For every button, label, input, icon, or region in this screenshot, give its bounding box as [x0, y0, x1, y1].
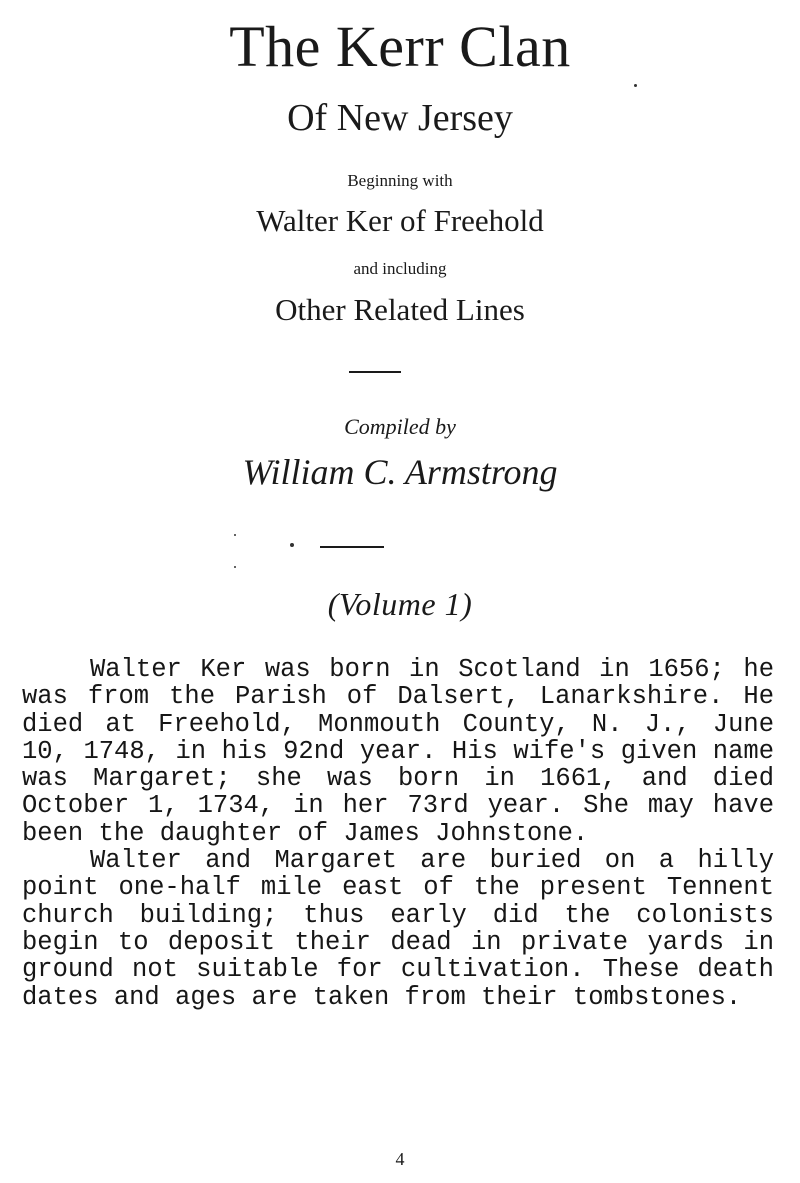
author-name: William C. Armstrong — [242, 452, 558, 492]
compiled-by-label: Compiled by — [344, 414, 456, 439]
paragraph-2: Walter and Margaret are buried on a hilly point one-half mile east of the present Tennent church building; thus early did the colonists begin to deposit their dead in private yards in ground not suitable for cultivation. These death dates and ages are taken from their tombstones. — [22, 846, 774, 1012]
print-speck — [290, 543, 294, 547]
book-title: The Kerr Clan — [229, 14, 571, 79]
volume-divider-rule — [320, 546, 384, 548]
print-speck — [634, 84, 637, 87]
body-text — [22, 656, 774, 1011]
paragraph-1: Walter Ker was born in Scotland in 1656; he was from the Parish of Dalsert, Lanarkshire. He died at Freehold, Monmouth County, N. J., June 10, 1748, in his 92nd year. His wife's given name was Margaret; she was born in 1661, and died October 1, 1734, in her 73rd year. She may have been the daughter of James Johnstone. — [22, 655, 774, 848]
print-speck — [234, 534, 236, 536]
book-subtitle: Of New Jersey — [287, 97, 513, 139]
volume-label: (Volume 1) — [327, 586, 473, 622]
and-including-line: and including — [353, 259, 447, 278]
page-number: 4 — [395, 1149, 405, 1169]
title-divider-rule — [349, 371, 401, 373]
print-speck — [234, 566, 236, 568]
beginning-with-line: Beginning with — [347, 171, 453, 190]
related-lines-line: Other Related Lines — [275, 292, 525, 327]
progenitor-line: Walter Ker of Freehold — [256, 203, 544, 238]
